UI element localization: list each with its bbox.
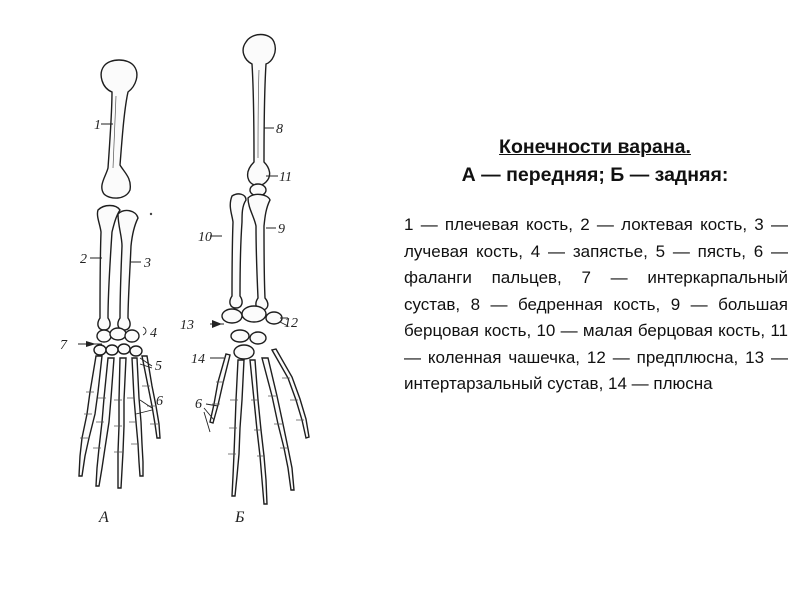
label-3: 3 xyxy=(144,256,151,271)
label-6b: 6 xyxy=(195,397,202,412)
label-5: 5 xyxy=(155,359,162,374)
legend-item: 5 — пясть, xyxy=(655,241,746,261)
label-7: 7 xyxy=(60,338,67,353)
legend-item: 8 — бедренная кость, xyxy=(470,294,661,314)
tibia xyxy=(248,194,270,310)
legend-item: 13 — интертарзальный сустав, xyxy=(404,347,788,393)
caption-subtitle: А — передняя; Б — задняя: xyxy=(461,164,729,186)
caption-b: Б xyxy=(235,509,245,526)
legend-item: 10 — малая берцовая кость, xyxy=(536,321,766,340)
legend-item: 6 — фаланги пальцев, xyxy=(404,241,788,287)
label-4: 4 xyxy=(150,326,157,341)
legend-item: 1 — плечевая кость, xyxy=(404,215,573,234)
legend xyxy=(395,212,795,398)
carpus xyxy=(94,328,142,356)
legend-item: 12 — предплюсна, xyxy=(586,347,739,367)
legend-item: 7 — интеркарпальный сустав, xyxy=(404,268,788,314)
femur xyxy=(243,35,275,186)
ulna xyxy=(97,206,120,331)
radius xyxy=(118,211,138,330)
label-1: 1 xyxy=(94,118,101,133)
legend-item: 2 — локтевая кость, xyxy=(580,215,748,234)
label-10: 10 xyxy=(198,230,212,245)
label-12: 12 xyxy=(284,316,298,331)
hindlimb-b xyxy=(180,35,309,527)
fibula xyxy=(230,194,246,308)
forelimb-a xyxy=(60,60,163,526)
caption-a: А xyxy=(99,509,109,526)
legend-item: 4 — запястье, xyxy=(530,241,648,261)
caption-title: Конечности варана. xyxy=(499,136,691,158)
label-2: 2 xyxy=(80,252,87,267)
humerus xyxy=(101,60,137,198)
forelimb-digits xyxy=(79,356,160,488)
legend-item: 11 — коленная чашечка, xyxy=(404,321,788,367)
legend-item: 9 — большая берцовая кость, xyxy=(404,294,788,340)
label-6a: 6 xyxy=(156,394,163,409)
label-14: 14 xyxy=(191,352,205,367)
figure-caption xyxy=(395,133,795,398)
hindlimb-digits xyxy=(210,349,309,504)
legend-item: 14 — плюсна xyxy=(608,374,713,393)
label-8: 8 xyxy=(276,122,283,137)
label-9: 9 xyxy=(278,222,285,237)
label-11: 11 xyxy=(279,170,292,185)
label-13: 13 xyxy=(180,318,194,333)
legend-item: 3 — лучевая кость, xyxy=(404,215,788,261)
